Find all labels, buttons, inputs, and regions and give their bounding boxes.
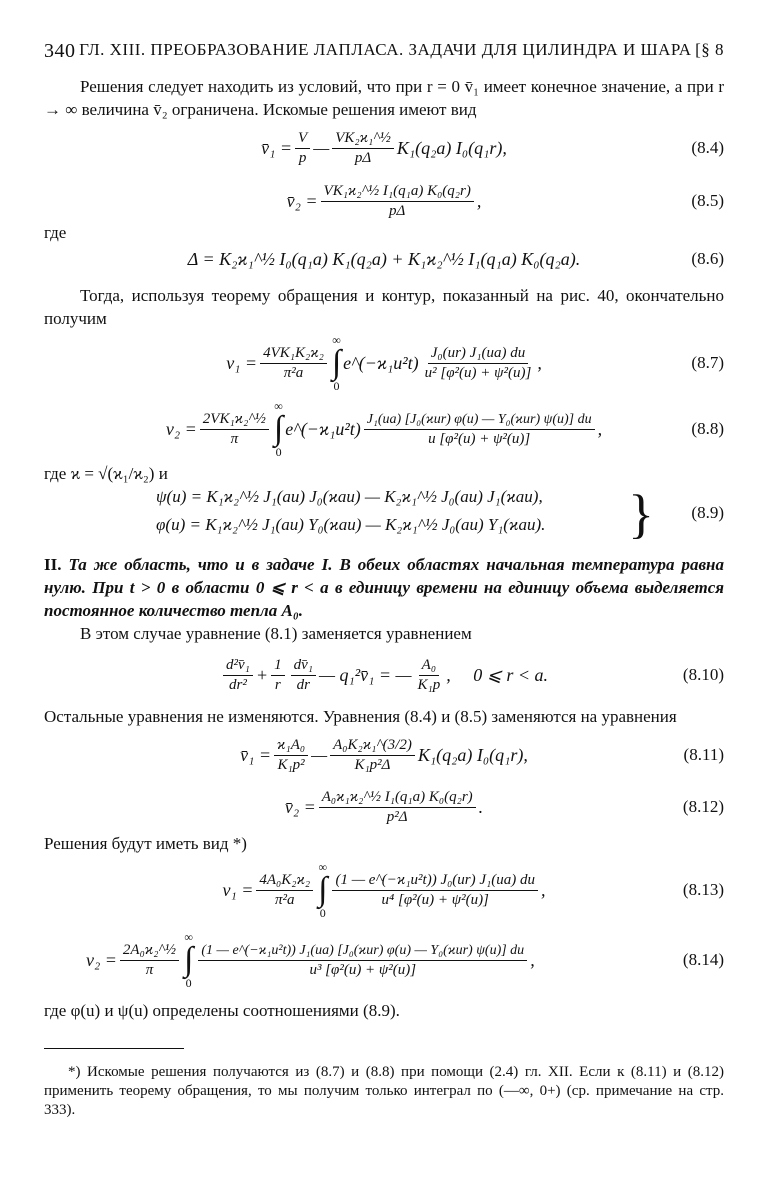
where-kappa: где ϰ = √(ϰ₁/ϰ₂) и [44,464,168,483]
equation-8-7: v₁ = $\frac{\text{4VK₁K₂ϰ₂}}{\text{π²a}}$ ∞ ∫ 0 e^(−ϰ₁u²t) $\frac{\text{J₀(ur) J₁(ua) du}}{\text{u² [φ²(u) + ψ²(u)]}}$ , (8.7) [226,333,724,393]
footnote: *) Искомые решения получаются из (8.7) и (8.8) при помощи (2.4) гл. XII. Если к (8.11) и (8.12) применить теорему обращения, то мы получим только интеграл по (—∞, 0+) (ср. примечание на стр. 333). [44,1064,724,1118]
equation-number: (8.12) [682,797,724,816]
equation-number: (8.14) [682,950,724,969]
equation-8-9: ψ(u) = K₁ϰ₂^½ J₁(au) J₀(ϰau) — K₂ϰ₁^½ J₀(au) J₁(ϰau), φ(u) = K₁ϰ₂^½ J₁(au) Y₀(ϰau) — K₂ϰ₁^½ J₀(au) Y₁(ϰau). } (8.9) [156,484,724,544]
paragraph-5: Решения будут иметь вид *) [44,834,247,853]
equation-number: (8.6) [691,249,724,268]
equation-8-12: v̄₂ = $\frac{\text{A₀ϰ₁ϰ₂\textasciicircum{}½ I₁(q₁a) K₀(q₂r)}}{\text{p²Δ}}$ . (8.12) [284,788,724,825]
where-label: где [44,223,67,242]
running-header [44,40,724,63]
equation-number: (8.7) [691,353,724,372]
paragraph-6: где φ(u) и ψ(u) определены соотношениями (8.9). [44,1001,400,1020]
paragraph-4: Остальные уравнения не изменяются. Уравнения (8.4) и (8.5) заменяются на уравнения [44,707,677,726]
equation-number: (8.4) [691,138,724,157]
problem-2: II. Та же область, что и в задаче I. В обеих областях начальная температура равна нулю. При t > 0 в области 0 ⩽ r < a в единицу времени на единицу объема выделяется постоянное количество тепла A₀. [44,555,724,620]
integral-sign: ∞ ∫ 0 [331,333,342,393]
right-brace: } [628,484,654,544]
page-number: 340 [44,40,76,62]
integral-sign: ∞ ∫ 0 [184,930,194,990]
equation-number: (8.10) [682,665,724,684]
running-title: ГЛ. XIII. ПРЕОБРАЗОВАНИЕ ЛАПЛАСА. ЗАДАЧИ ДЛЯ ЦИЛИНДРА И ШАРА [79,40,692,59]
equation-8-4: v̄₁ = $\frac{V}{p}$ — $\frac{\text{VK₂ϰ₁\textasciicircum{}½}}{p\Delta}$ K₁(q₂a) I₀(q₁r), (8.4) [261,129,724,166]
page [44,40,724,1120]
equation-8-5: v̄₂ = $\frac{\text{VK₁ϰ₂\textasciicircum{}½ I₁(q₁a) K₀(q₂r)}}{p\Delta}$ , (8.5) [286,182,724,219]
equation-8-10: $\frac{\text{d²v̄₁}}{\text{dr²}}$ + $\frac{1}{r}$ $\frac{\text{dv̄₁}}{dr}$ — q₁²v̄₁ = — $\frac{\text{A₀}}{\text{K₁p}}$ , 0 ⩽ r < a. (8.10) [44,645,724,705]
equation-8-11: v̄₁ = $\frac{\text{ϰ₁A₀}}{\text{K₁p²}}$ — $\frac{\text{A₀K₂ϰ₁\textasciicircum{}(3/2)}}{\text{K₁p²Δ}}$ K₁(q₂a) I₀(q₁r), (8.11) [240,736,724,773]
paragraph-1: Решения следует находить из условий, что при r = 0 v̄₁ имеет конечное значение, а при r → ∞ величина v̄₂ ограничена. Искомые решения имеют вид [44,77,724,119]
equation-8-13: v₁ = $\frac{\text{4A₀K₂ϰ₂}}{\text{π²a}}$ ∞ ∫ 0 $\frac{\text{(1 — e\textasciicircum{}(−ϰ₁u²t)) J₀(ur) J₁(ua) du}}{\text{u⁴ [φ²(u) + ψ²(u)]}}$ , (8.13) [222,860,724,920]
paragraph-2: Тогда, используя теорему обращения и контур, показанный на рис. 40, окончательно получим [44,286,724,328]
equation-8-6: Δ = K₂ϰ₁^½ I₀(q₁a) K₁(q₂a) + K₁ϰ₂^½ I₁(q₁a) K₀(q₂a). (8.6) [187,248,724,269]
equation-8-8: v₂ = $\frac{\text{2VK₁ϰ₂\textasciicircum{}½}}{\pi}$ ∞ ∫ 0 e^(−ϰ₁u²t) $\frac{\text{J₁(ua) [J₀(ϰur) φ(u) — Y₀(ϰur) ψ(u)] du}}{\text{u [φ²(u) + ψ²(u)]}}$ , (8.8) [165,399,724,459]
paragraph-3: В этом случае уравнение (8.1) заменяется уравнением [80,624,472,643]
equation-8-14: v₂ = $\frac{\text{2A₀ϰ₂\textasciicircum{}½}}{\pi}$ ∞ ∫ 0 $\frac{\text{(1 — e\textasciicircum{}(−ϰ₁u²t)) J₁(ua) [J₀(ϰur) φ(u) — Y₀(ϰur) ψ(u)] du}}{\text{u³ [φ²(u) + ψ²(u)]}}$ , (8.14) [86,930,724,990]
equation-number: (8.5) [691,191,724,210]
section-mark: [§ 8 [695,40,724,59]
equation-number: (8.13) [682,880,724,899]
equation-number: (8.9) [691,503,724,522]
footnote-rule [44,1048,184,1049]
integral-sign: ∞ ∫ 0 [273,399,284,459]
equation-number: (8.8) [691,419,724,438]
integral-sign: ∞ ∫ 0 [318,860,328,920]
equation-number: (8.11) [683,745,724,764]
